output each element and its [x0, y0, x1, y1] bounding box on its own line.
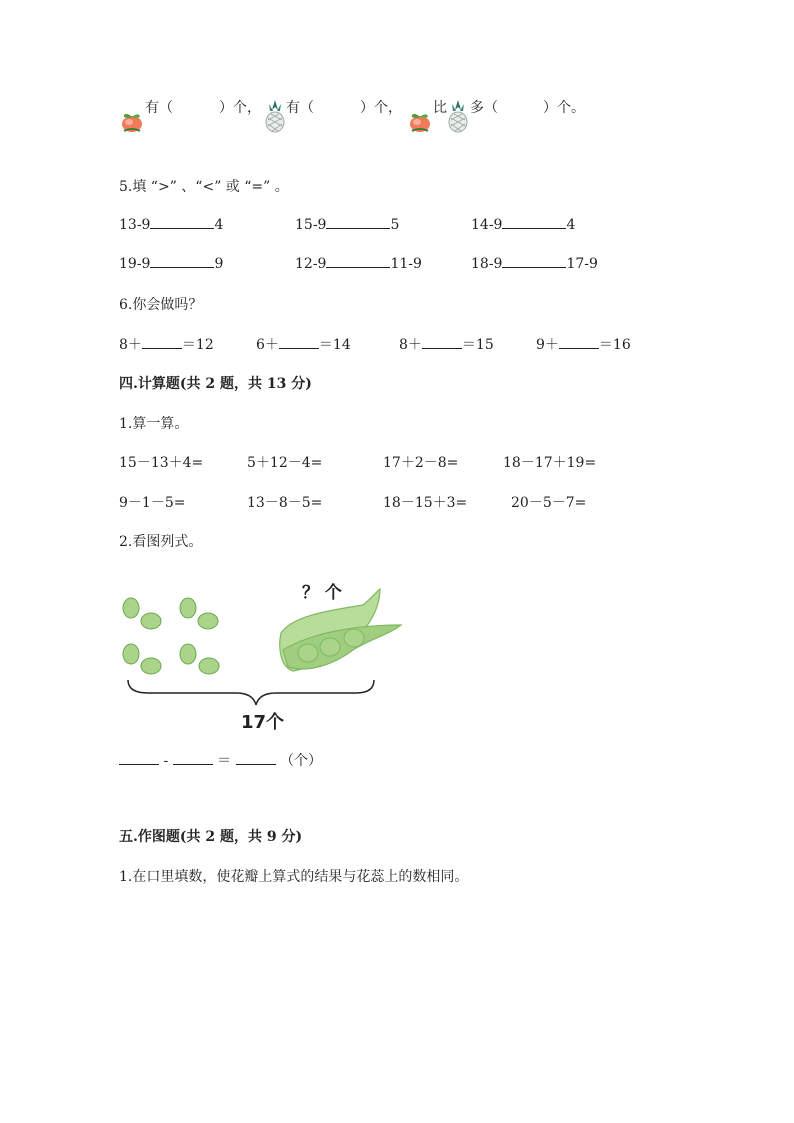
expr-left: 8＋ — [119, 337, 142, 353]
calc-expr: 20－5－7= — [511, 495, 587, 511]
pineapple-icon-2 — [446, 98, 470, 138]
peach-icon-2 — [407, 108, 433, 138]
answer-blank[interactable] — [150, 216, 214, 229]
calc-expr: 15－13＋4= — [119, 455, 204, 471]
q4-text-2: ）个， — [219, 100, 261, 116]
calc-expr: 18－15＋3= — [383, 495, 468, 511]
answer-blank[interactable] — [559, 336, 599, 349]
q5-r1-c2 — [295, 216, 399, 233]
calc-expr: 13－8－5= — [247, 495, 323, 511]
calc-expr: 9－1－5= — [119, 495, 186, 511]
equals-sign: ＝ — [217, 753, 232, 769]
expr-left: 14-9 — [471, 217, 503, 233]
expr-right: 17-9 — [566, 256, 598, 272]
q4-text-4: ）个， — [360, 100, 402, 116]
brace — [128, 680, 374, 705]
q5-r1-c1 — [119, 216, 223, 233]
pineapple-icon — [263, 98, 287, 138]
answer-blank[interactable] — [326, 255, 390, 268]
unit-label: （个） — [280, 753, 322, 769]
calc-expr: 5＋12－4= — [247, 455, 323, 471]
answer-blank[interactable] — [236, 752, 276, 765]
q4-text-1: 有（ — [145, 100, 173, 116]
section-4-heading: 四.计算题(共 2 题，共 13 分) — [119, 376, 312, 392]
q6-title: 6.你会做吗？ — [119, 297, 203, 313]
expr-left: 19-9 — [119, 256, 151, 272]
answer-blank[interactable] — [173, 752, 213, 765]
q5-r2-c2 — [295, 255, 422, 272]
answer-blank[interactable] — [326, 216, 390, 229]
q5-r2-c1 — [119, 255, 223, 272]
q5-title: 5.填 “>” 、“<” 或 “=” 。 — [119, 179, 289, 195]
q5-r2-c3 — [471, 255, 598, 272]
expr-right: 4 — [214, 217, 224, 233]
sec4-q1-title: 1.算一算。 — [119, 416, 189, 432]
formula-row — [119, 750, 322, 770]
q5-r1-c3 — [471, 216, 575, 233]
expr-right: ＝15 — [461, 337, 494, 353]
expr-right: 11-9 — [390, 256, 422, 272]
calc-expr: 17＋2－8= — [383, 455, 459, 471]
q4-text-3: 有（ — [286, 100, 314, 116]
answer-blank[interactable] — [422, 336, 462, 349]
calc-expr: 18－17＋19= — [503, 455, 597, 471]
sec4-q2-title: 2.看图列式。 — [119, 534, 203, 550]
fig-total-label: 17个 — [241, 712, 285, 733]
answer-blank[interactable] — [142, 336, 182, 349]
q4-text-7: ）个。 — [543, 100, 585, 116]
minus-sign: - — [163, 753, 169, 769]
answer-blank[interactable] — [502, 216, 566, 229]
expr-left: 8＋ — [399, 337, 422, 353]
fig-question-label: ？ 个 — [302, 583, 342, 603]
expr-right: ＝12 — [181, 337, 214, 353]
answer-blank[interactable] — [150, 255, 214, 268]
expr-left: 12-9 — [295, 256, 327, 272]
expr-left: 15-9 — [295, 217, 327, 233]
answer-blank[interactable] — [119, 752, 159, 765]
q6-item-2 — [256, 334, 351, 354]
answer-blank[interactable] — [279, 336, 319, 349]
q4-text-5: 比 — [433, 100, 447, 116]
section-5-heading: 五.作图题(共 2 题，共 9 分) — [119, 829, 303, 845]
peach-icon — [119, 108, 145, 138]
expr-right: ＝14 — [318, 337, 351, 353]
q6-item-4 — [536, 334, 631, 354]
q6-item-3 — [399, 334, 494, 354]
expr-right: ＝16 — [598, 337, 631, 353]
expr-right: 5 — [390, 217, 400, 233]
q6-item-1 — [119, 334, 214, 354]
bean-icon — [123, 598, 219, 674]
sec5-q1-title: 1.在口里填数，使花瓣上算式的结果与花蕊上的数相同。 — [119, 869, 469, 885]
expr-left: 6＋ — [256, 337, 279, 353]
expr-left: 13-9 — [119, 217, 151, 233]
q4-text-6: 多（ — [470, 100, 498, 116]
expr-right: 4 — [566, 217, 576, 233]
expr-right: 9 — [214, 256, 224, 272]
answer-blank[interactable] — [502, 255, 566, 268]
expr-left: 18-9 — [471, 256, 503, 272]
expr-left: 9＋ — [536, 337, 559, 353]
